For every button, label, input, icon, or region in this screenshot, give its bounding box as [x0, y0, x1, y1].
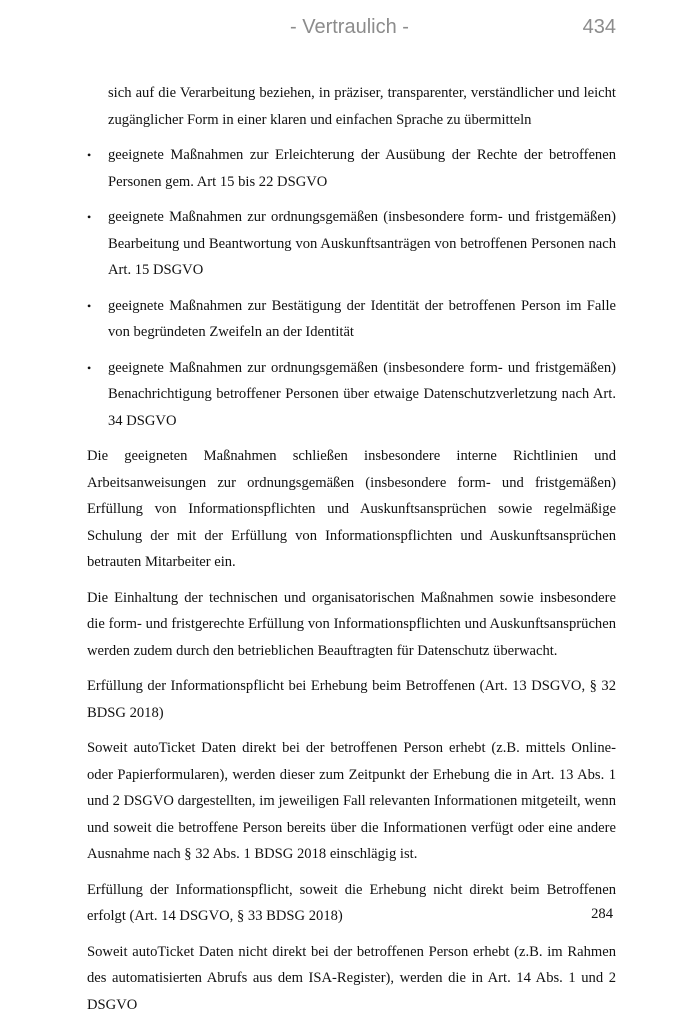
- document-body: [87, 80, 616, 1027]
- bullet-icon: •: [87, 360, 92, 375]
- lead-paragraph: sich auf die Verarbeitung beziehen, in präziser, transparenter, verständlicher und leicht zugänglicher Form in einer klaren und einfachen Sprache zu übermitteln: [108, 85, 616, 128]
- list-item: [87, 293, 616, 346]
- art13-paragraph: Soweit autoTicket Daten direkt bei der betroffenen Person erhebt (z.B. mittels Online- oder Papierformularen), werden dieser zum Zeitpunkt der Erhebung die in Art. 13 Abs. 1 und 2 DSGVO dargestellten, im jeweiligen Fall relevanten Informationen mitgeteilt, wenn und soweit die betroffene Person bereits über die Informationen verfügt oder eine andere Ausnahme nach § 32 Abs. 1 BDSG 2018 einschlägig ist.: [87, 740, 616, 862]
- confidential-label: - Vertraulich -: [290, 16, 409, 38]
- header-page-number: 434: [582, 16, 616, 38]
- footer-page-number: 284: [591, 906, 613, 922]
- list-item: [87, 355, 616, 435]
- list-item-text: geeignete Maßnahmen zur Erleichterung der Ausübung der Rechte der betroffenen Personen gem. Art 15 bis 22 DSGVO: [108, 147, 616, 190]
- list-item-text: geeignete Maßnahmen zur ordnungsgemäßen (insbesondere form- und fristgemäßen) Benachrichtigung betroffener Personen über etwaige Datenschutzverletzung nach Art. 34 DSGVO: [108, 359, 616, 429]
- bullet-icon: •: [87, 148, 92, 162]
- art14-paragraph: Soweit autoTicket Daten nicht direkt bei der betroffenen Person erhebt (z.B. im Rahmen des automatisierten Abrufs aus dem ISA-Register), werden die in Art. 14 Abs. 1 und 2 DSGVO: [87, 943, 616, 1013]
- compliance-paragraph: Die Einhaltung der technischen und organisatorischen Maßnahmen sowie insbesondere die form- und fristgerechte Erfüllung von Informationspflichten und Auskunftsansprüchen werden zudem durch den betrieblichen Beauftragten für Datenschutz überwacht.: [87, 589, 616, 659]
- bullet-icon: •: [87, 210, 92, 224]
- measures-list: [87, 142, 616, 434]
- measures-paragraph: Die geeigneten Maßnahmen schließen insbesondere interne Richtlinien und Arbeitsanweisungen zur ordnungsgemäßen (insbesondere form- und fristgemäßen) Erfüllung von Informationspflichten und Auskunftsansprüchen sowie regelmäßige Schulung der mit der Erfüllung von Informationspflichten und Auskunftsansprüchen betrauten Mitarbeiter ein.: [87, 448, 616, 570]
- bullet-icon: •: [87, 298, 92, 313]
- list-item-text: geeignete Maßnahmen zur ordnungsgemäßen (insbesondere form- und fristgemäßen) Bearbeitung und Beantwortung von Auskunftsanträgen von betroffenen Personen nach Art. 15 DSGVO: [108, 209, 616, 278]
- list-item-text: geeignete Maßnahmen zur Bestätigung der Identität der betroffenen Person im Falle von begründeten Zweifeln an der Identität: [108, 297, 616, 340]
- list-item: [87, 204, 616, 284]
- section-heading-art14: Erfüllung der Informationspflicht, soweit die Erhebung nicht direkt beim Betroffenen erfolgt (Art. 14 DSGVO, § 33 BDSG 2018): [87, 881, 616, 924]
- list-item: [87, 142, 616, 195]
- section-heading-art13: Erfüllung der Informationspflicht bei Erhebung beim Betroffenen (Art. 13 DSGVO, § 32 BDSG 2018): [87, 678, 616, 721]
